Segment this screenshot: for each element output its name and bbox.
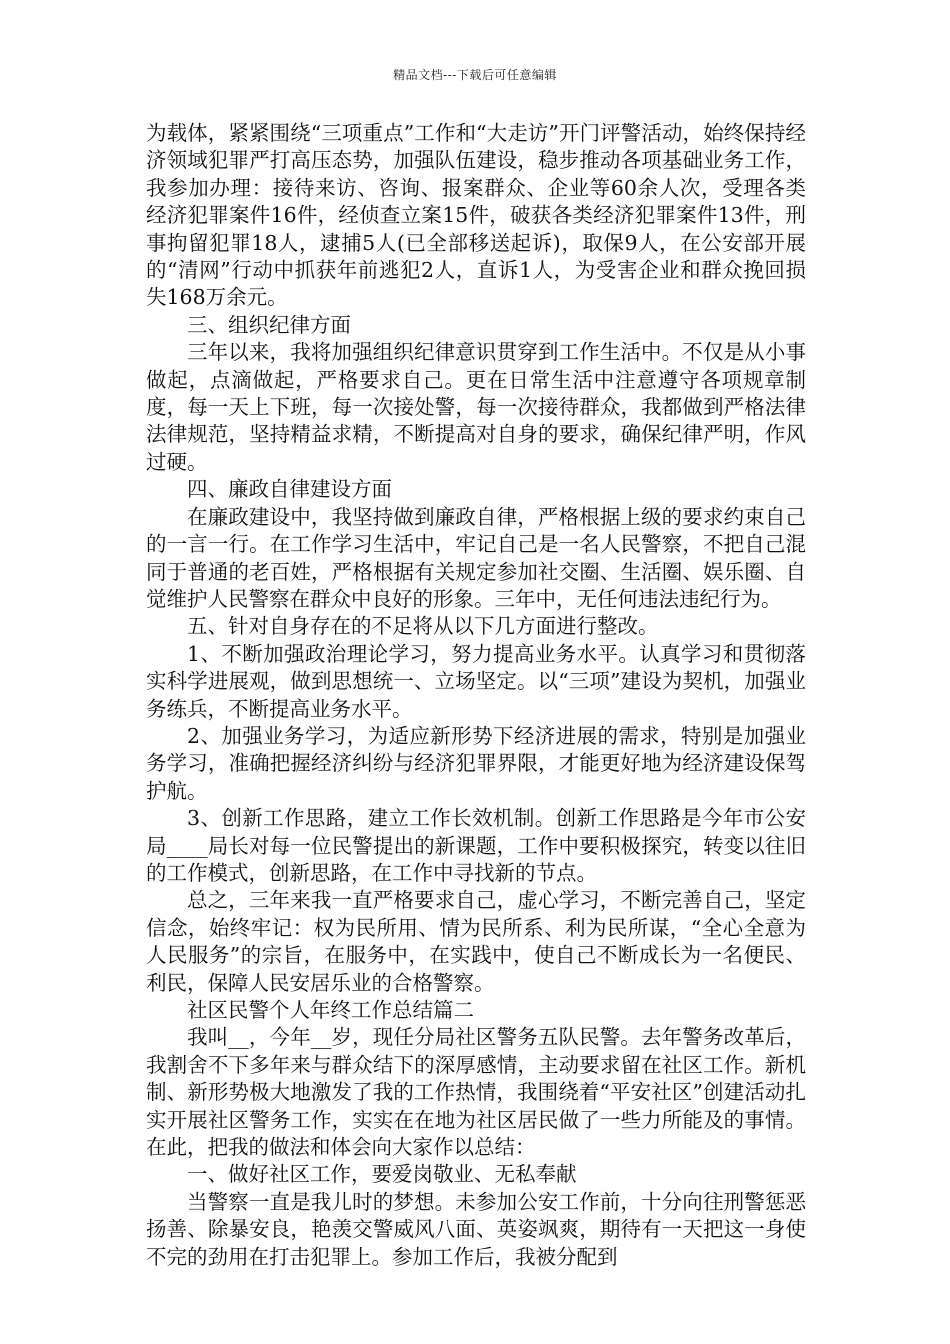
section-heading-3: 三、组织纪律方面 <box>187 312 351 337</box>
paragraph-intro-2: 我叫__，今年__岁，现任分局社区警务五队民警。去年警务改革后，我割舍不下多年来与群众结下的深厚感情，主动要求留在社区工作。新机制、新形势极大地激发了我的工作热情，我围绕着“平安社区”创建活动扎实开展社区警务工作，实实在在地为社区居民做了一些力所能及的事情。在此，把我的做法和体会向大家作以总结： <box>146 1025 806 1160</box>
list-item-3: 3、创新工作思路，建立工作长效机制。创新工作思路是今年市公安局____局长对每一位民警提出的新课题，工作中要积极探究，转变以往旧的工作模式，创新思路，在工作中寻找新的节点。 <box>146 806 806 885</box>
article-title-2: 社区民警个人年终工作总结篇二 <box>187 998 474 1022</box>
paragraph-1: 为载体，紧紧围绕“三项重点”工作和“大走访”开门评警活动，始终保持经济领域犯罪严打高压态势，加强队伍建设，稳步推动各项基础业务工作，我参加办理：接待来访、咨询、报案群众、企业等60余人次，受理各类经济犯罪案件16件，经侦查立案15件，破获各类经济犯罪案件13件，刑事拘留犯罪18人，逮捕5人(已全部移送起诉)，取保9人，在公安部开展的“清网”行动中抓获年前逃犯2人，直诉1人，为受害企业和群众挽回损失168万余元。 <box>146 121 806 310</box>
section-heading-5: 五、针对自身存在的不足将从以下几方面进行整改。 <box>187 614 659 639</box>
section-heading-4: 四、廉政自律建设方面 <box>187 477 392 502</box>
paragraph-summary: 总之，三年来我一直严格要求自己，虚心学习，不断完善自己，坚定信念，始终牢记：权为民所用、情为民所系、利为民所谋，“全心全意为人民服务”的宗旨，在服务中，在实践中，使自己不断成长为一名便民、利民，保障人民安居乐业的合格警察。 <box>146 888 806 995</box>
list-item-2: 2、加强业务学习，为适应新形势下经济进展的需求，特别是加强业务学习，准确把握经济纠纷与经济犯罪界限，才能更好地为经济建设保驾护航。 <box>146 723 806 803</box>
document-body <box>146 120 806 1271</box>
paragraph-2: 三年以来，我将加强组织纪律意识贯穿到工作生活中。不仅是从小事做起，点滴做起，严格要求自己。更在日常生活中注意遵守各项规章制度，每一天上下班，每一次接处警，每一次接待群众，我都做到严格法律法律规范，坚持精益求精，不断提高对自身的要求，确保纪律严明，作风过硬。 <box>146 340 806 474</box>
list-item-1: 1、不断加强政治理论学习，努力提高业务水平。认真学习和贯彻落实科学进展观，做到思想统一、立场坚定。以“三项”建设为契机，加强业务练兵，不断提高业务水平。 <box>146 641 806 721</box>
page-header: 精品文档---下载后可任意编辑 <box>393 68 557 82</box>
paragraph-last: 当警察一直是我儿时的梦想。未参加公安工作前，十分向往刑警惩恶扬善、除暴安良，艳羡交警威风八面、英姿飒爽，期待有一天把这一身使不完的劲用在打击犯罪上。参加工作后，我被分配到 <box>146 1189 806 1269</box>
section-heading-1: 一、做好社区工作，要爱岗敬业、无私奉献 <box>187 1162 577 1187</box>
paragraph-3: 在廉政建设中，我坚持做到廉政自律，严格根据上级的要求约束自己的一言一行。在工作学习生活中，牢记自己是一名人民警察，不把自己混同于普通的老百姓，严格根据有关规定参加社交圈、生活圈、娱乐圈、自觉维护人民警察在群众中良好的形象。三年中，无任何违法违纪行为。 <box>146 504 806 611</box>
